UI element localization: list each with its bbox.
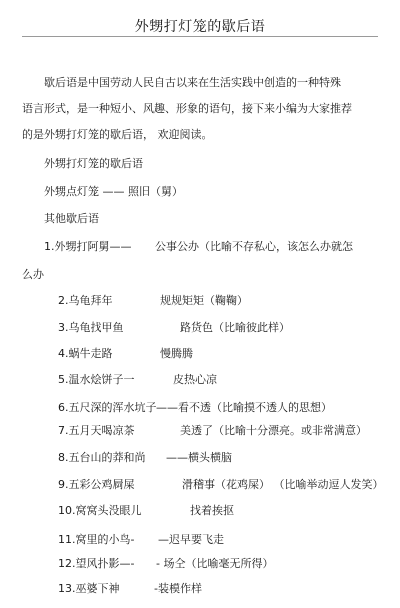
saying-answer: —迟早要飞走 — [158, 533, 224, 546]
saying-answer: - 场仝（比喻毫无所得） — [156, 557, 274, 570]
saying-phrase: 11.窝里的小鸟- — [58, 533, 135, 546]
saying-answer: 规规矩矩（鞠鞠） — [160, 294, 248, 307]
intro-line: 的是外甥打灯笼的歇后语， 欢迎阅读。 — [22, 128, 213, 141]
saying-answer: -装模作样 — [154, 582, 202, 595]
list-item — [0, 502, 400, 518]
page-title: 外甥打灯笼的歇后语 — [134, 19, 266, 35]
section-heading: 外甥打灯笼的歇后语 — [44, 157, 143, 170]
list-item — [0, 345, 400, 361]
list-item — [0, 371, 400, 387]
saying-phrase: 3.乌龟找甲鱼 — [58, 321, 124, 334]
intro-line: 歇后语是中国劳动人民自古以来在生活实践中创造的一种特殊 — [44, 76, 341, 89]
list-item — [0, 531, 400, 547]
saying-phrase: 9.五彩公鸡屙屎 — [58, 478, 135, 491]
list-item — [0, 449, 400, 465]
saying-answer: 公事公办（比喻不存私心，该怎么办就怎 — [155, 240, 353, 253]
saying-phrase: 4.蜗牛走路 — [58, 347, 113, 360]
saying-phrase: 13.巫婆下神 — [58, 582, 120, 595]
saying-answer: 美透了（比喻十分漂亮。或非常满意） — [180, 424, 367, 437]
saying-phrase: 6.五尺深的浑水坑子 — [58, 401, 157, 414]
saying-answer: 路货色（比喻彼此样） — [180, 321, 290, 334]
saying-answer: 皮热心凉 — [173, 373, 217, 386]
saying-answer: ——横头横脑 — [166, 451, 232, 464]
saying-phrase: 12.望风扑影—- — [58, 557, 135, 570]
saying-answer: 慢腾腾 — [160, 347, 193, 360]
saying-answer: 找着挨抠 — [190, 504, 234, 517]
list-item — [0, 292, 400, 308]
intro-paragraph — [22, 70, 378, 148]
intro-line: 语言形式，是一种短小、风趣、形象的语句，接下来小编为大家推荐 — [22, 102, 352, 115]
saying-phrase: 8.五台山的莽和尚 — [58, 451, 146, 464]
saying-answer: 滑稽事（花鸡屎） （比喻举动逗人发笑） — [182, 478, 384, 491]
list-item — [0, 476, 400, 492]
list-item — [0, 580, 400, 596]
saying-answer: ——看不透（比喻摸不透人的思想） — [156, 401, 332, 414]
title-divider — [22, 36, 378, 37]
list-item — [0, 555, 400, 571]
section-heading: 其他歇后语 — [44, 212, 99, 225]
saying-phrase: 7.五月天喝凉茶 — [58, 424, 135, 437]
list-item — [0, 399, 400, 415]
list-item — [0, 238, 400, 254]
saying-phrase: 5.温水烩饼子一 — [58, 373, 135, 386]
saying-phrase: 1.外甥打阿舅—— — [44, 240, 132, 253]
saying-answer-continued: 么办 — [22, 268, 44, 281]
list-item — [0, 422, 400, 438]
list-item — [0, 319, 400, 335]
saying-phrase: 10.窝窝头没眼儿 — [58, 504, 142, 517]
saying-phrase: 2.乌龟拜年 — [58, 294, 113, 307]
main-saying: 外甥点灯笼 —— 照旧（舅） — [44, 185, 183, 198]
